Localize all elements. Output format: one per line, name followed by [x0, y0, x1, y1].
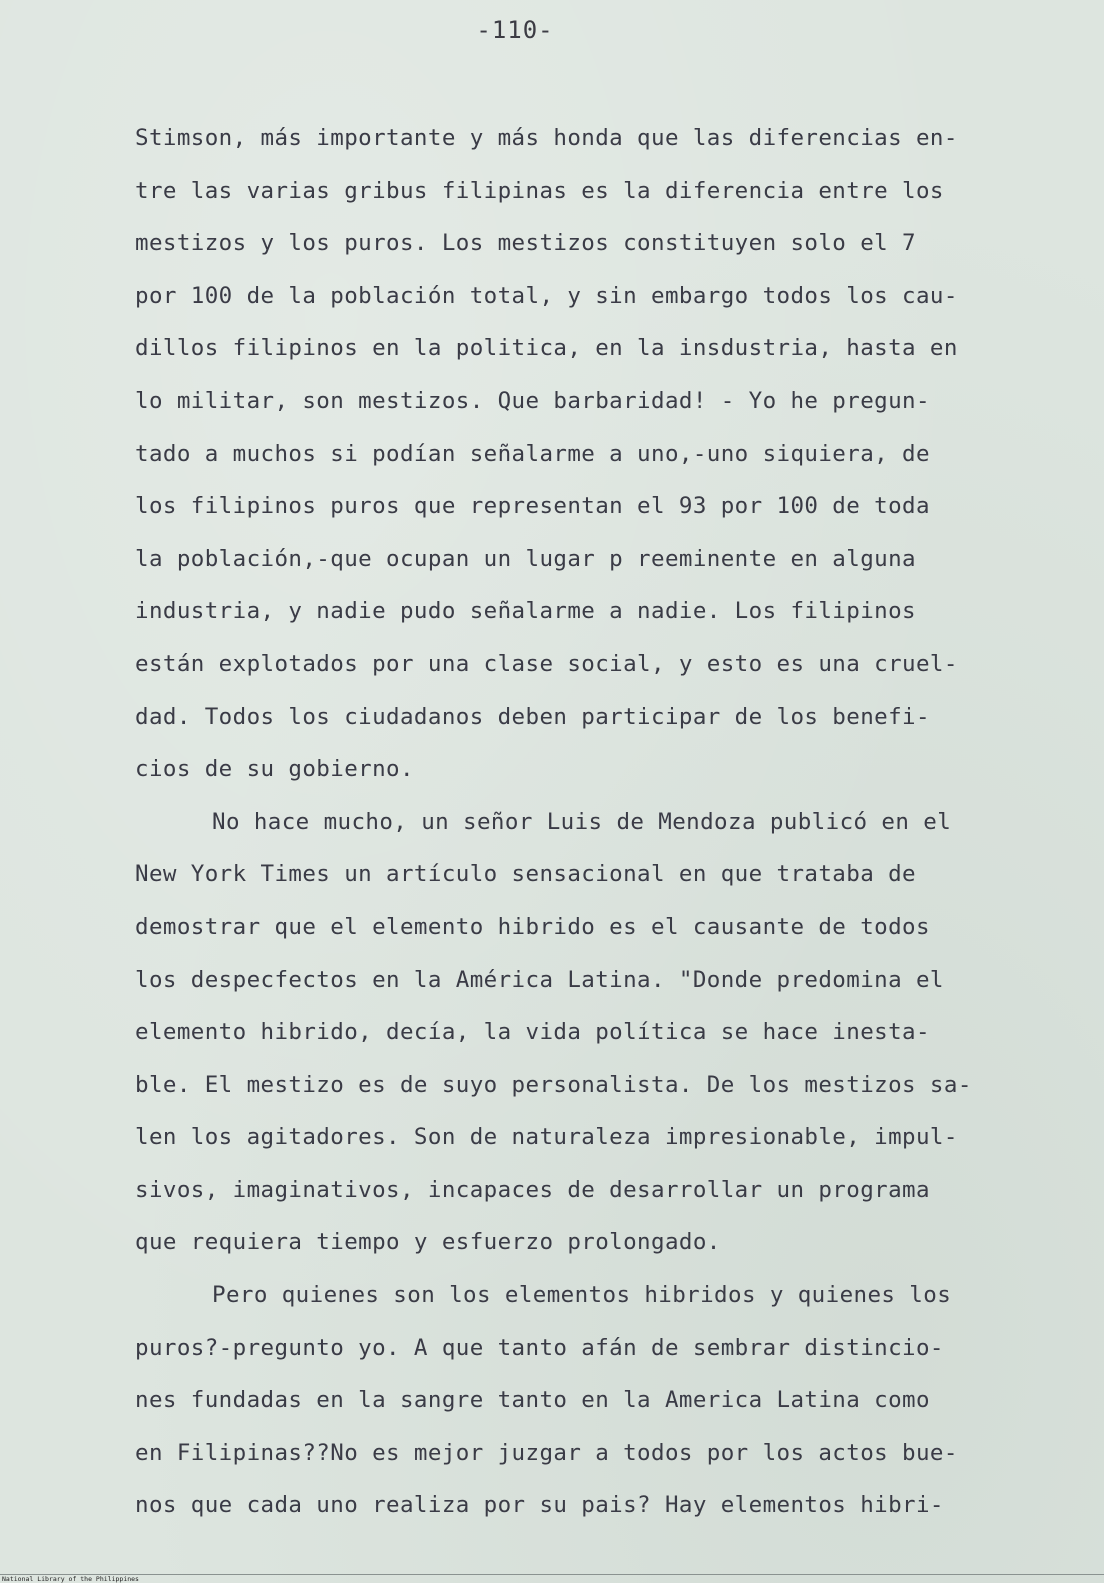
footer-credit: National Library of the Philippines	[2, 1575, 139, 1583]
text-line: New York Times un artículo sensacional en que trataba de	[135, 861, 916, 888]
typewritten-body	[135, 112, 1055, 1532]
text-line: industria, y nadie pudo señalarme a nadie. Los filipinos	[135, 598, 916, 625]
text-line: la población,-que ocupan un lugar p reeminente en alguna	[135, 545, 916, 572]
text-line: los despecfectos en la América Latina. "Donde predomina el	[135, 966, 944, 993]
text-line: len los agitadores. Son de naturaleza impresionable, impul-	[135, 1124, 958, 1151]
footer-divider	[0, 1574, 1104, 1575]
text-line: puros?-pregunto yo. A que tanto afán de sembrar distincio-	[135, 1334, 944, 1361]
text-line: nos que cada uno realiza por su pais? Hay elementos hibri-	[135, 1492, 944, 1519]
text-line: tado a muchos si podían señalarme a uno,-uno siquiera, de	[135, 440, 930, 467]
text-line: dillos filipinos en la politica, en la insdustria, hasta en	[135, 335, 958, 362]
text-line: están explotados por una clase social, y esto es una cruel-	[135, 650, 958, 677]
text-line: lo militar, son mestizos. Que barbaridad! - Yo he pregun-	[135, 387, 930, 414]
text-line: mestizos y los puros. Los mestizos constituyen solo el 7	[135, 230, 916, 257]
text-line: que requiera tiempo y esfuerzo prolongado.	[135, 1229, 721, 1256]
paragraph-first-line: No hace mucho, un señor Luis de Mendoza publicó en el	[212, 808, 952, 835]
paragraph-first-line: Pero quienes son los elementos hibridos y quienes los	[212, 1282, 952, 1309]
text-line: por 100 de la población total, y sin embargo todos los cau-	[135, 282, 958, 309]
text-line: dad. Todos los ciudadanos deben participar de los benefi-	[135, 703, 930, 730]
text-line: elemento hibrido, decía, la vida política se hace inesta-	[135, 1019, 930, 1046]
text-line: tre las varias gribus filipinas es la diferencia entre los	[135, 177, 944, 204]
text-line: los filipinos puros que representan el 93 por 100 de toda	[135, 493, 930, 520]
page-number: -110-	[476, 16, 554, 44]
text-line: cios de su gobierno.	[135, 756, 414, 783]
text-line: Stimson, más importante y más honda que las diferencias en-	[135, 125, 958, 151]
text-line: nes fundadas en la sangre tanto en la America Latina como	[135, 1387, 930, 1414]
text-line: demostrar que el elemento hibrido es el causante de todos	[135, 913, 930, 940]
text-line: ble. El mestizo es de suyo personalista. De los mestizos sa-	[135, 1071, 972, 1098]
text-line: sivos, imaginativos, incapaces de desarrollar un programa	[135, 1176, 930, 1203]
text-line: en Filipinas??No es mejor juzgar a todos por los actos bue-	[135, 1439, 958, 1466]
